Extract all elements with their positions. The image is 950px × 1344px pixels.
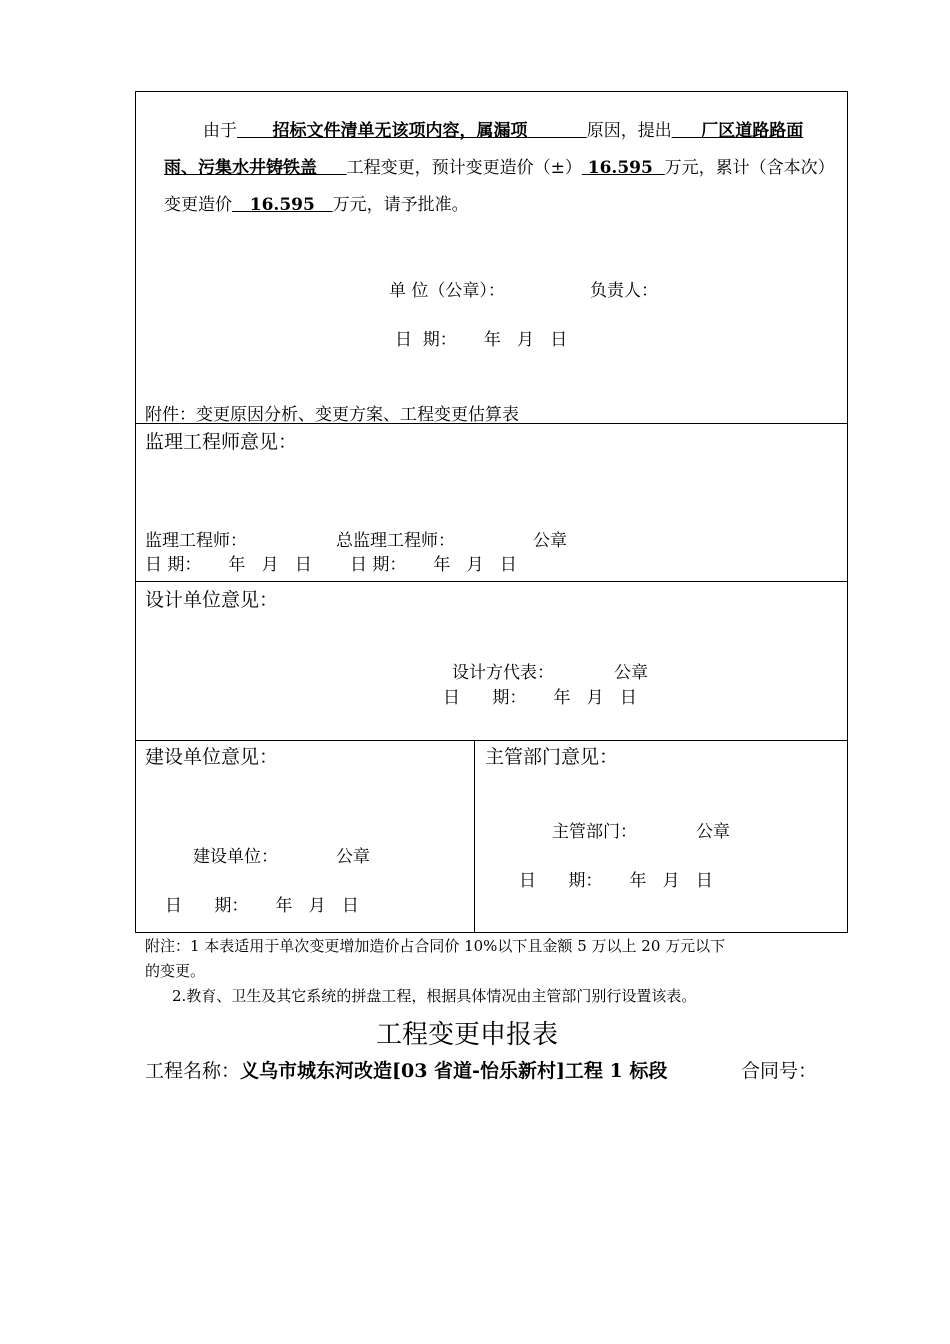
contract-label: 合同号： bbox=[741, 1060, 818, 1082]
owner-heading: 建设单位意见： bbox=[145, 746, 279, 768]
design-rep-label: 设计方代表： bbox=[452, 663, 554, 683]
chief-supervisor-label: 总监理工程师： bbox=[336, 531, 455, 551]
request-date: 日 期： 年 月 日 bbox=[395, 330, 568, 350]
supervisor-date-2: 日 期： 年 月 日 bbox=[350, 555, 517, 575]
note-2: 2.教育、卫生及其它系统的拼盘工程，根据具体情况由主管部门别行设置该表。 bbox=[172, 987, 697, 1005]
note-1a: 附注：1 本表适用于单次变更增加造价占合同价 10%以下且金额 5 万以上 20 万元以下 bbox=[145, 937, 726, 955]
project-name: 义乌市城东河改造[03 省道-怡乐新村]工程 1 标段 bbox=[240, 1060, 668, 1082]
request-suffix: 万元，累计（含本次） bbox=[664, 158, 835, 178]
design-date: 日 期： 年 月 日 bbox=[443, 688, 637, 708]
request-prefix-3: 变更造价 bbox=[164, 195, 232, 215]
unit-seal-label: 单 位（公章）： bbox=[389, 281, 505, 301]
note-1b: 的变更。 bbox=[145, 962, 206, 980]
total-cost: 16.595 bbox=[249, 195, 315, 215]
project-label: 工程名称： bbox=[145, 1060, 241, 1082]
owner-date: 日 期： 年 月 日 bbox=[165, 896, 359, 916]
project-name-part1: 厂区道路路面 bbox=[701, 121, 804, 141]
request-line-2 bbox=[164, 153, 835, 178]
design-heading: 设计单位意见： bbox=[145, 589, 279, 611]
request-prefix: 由于 bbox=[203, 121, 237, 141]
supervisor-seal: 公章 bbox=[533, 531, 567, 551]
change-reason: 招标文件清单无该项内容，属漏项 bbox=[272, 121, 528, 141]
authority-seal: 公章 bbox=[696, 822, 730, 842]
owner-unit-label: 建设单位： bbox=[193, 847, 278, 867]
estimated-cost: 16.595 bbox=[587, 158, 653, 178]
request-line-3 bbox=[164, 190, 469, 215]
project-line bbox=[145, 1056, 667, 1083]
form-title: 工程变更申报表 bbox=[376, 1020, 559, 1050]
request-line-1 bbox=[203, 116, 803, 141]
request-mid-2: 工程变更，预计变更造价（±） bbox=[346, 158, 582, 178]
authority-heading: 主管部门意见： bbox=[485, 746, 619, 768]
supervisor-date-1: 日 期： 年 月 日 bbox=[145, 555, 312, 575]
authority-dept-label: 主管部门： bbox=[552, 822, 637, 842]
attachment-note: 附件：变更原因分析、变更方案、工程变更估算表 bbox=[145, 405, 519, 425]
design-seal: 公章 bbox=[614, 663, 648, 683]
owner-seal: 公章 bbox=[336, 847, 370, 867]
request-mid: 原因，提出 bbox=[586, 121, 672, 141]
request-suffix-3: 万元，请予批准。 bbox=[332, 195, 469, 215]
supervisor-engineer-label: 监理工程师： bbox=[145, 531, 247, 551]
responsible-label: 负责人： bbox=[590, 281, 658, 301]
supervisor-heading: 监理工程师意见： bbox=[145, 431, 298, 453]
authority-date: 日 期： 年 月 日 bbox=[519, 871, 713, 891]
project-name-part2: 雨、污集水井铸铁盖 bbox=[164, 158, 317, 178]
